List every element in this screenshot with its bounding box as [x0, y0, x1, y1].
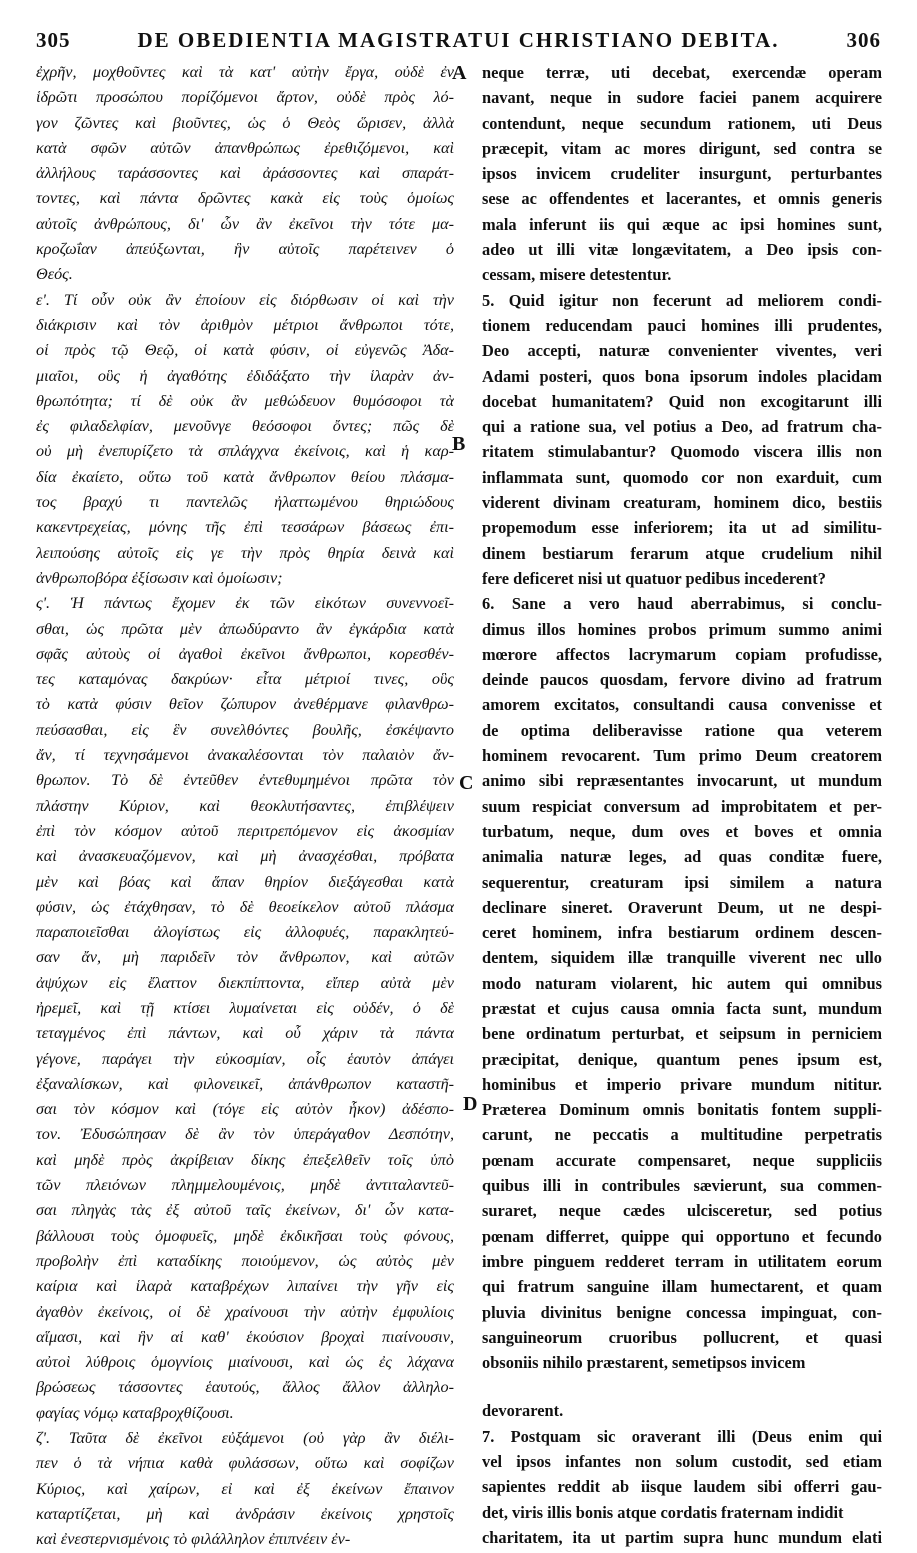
- greek-text-line: τῶν πλειόνων πλημμελουμένοις, μηδὲ ἀντιταλαντεῦ-: [36, 1176, 454, 1195]
- greek-text-line: κατὰ σφῶν αὐτῶν ἀπανθρώπως ἐρεθιζόμενοι, καὶ: [36, 138, 454, 157]
- latin-text-column: [482, 60, 882, 1550]
- margin-marker-d: D: [463, 1093, 478, 1115]
- greek-text-line: ἱδρῶτι προσώπου πορίζόμενοι ἄρτον, οὐδὲ πρὸς λό-: [36, 88, 454, 107]
- greek-text-line: ἀλλήλους ταράσσοντες καὶ ἀράσσοντες καὶ σπαράτ-: [36, 164, 454, 183]
- greek-text-line: τοντες, καὶ πάντα δρῶντες κακὰ εἰς τοὺς ὁμοίως: [36, 189, 454, 208]
- greek-text-line: ἀγαθὸν ἐκείνοις, οἱ δὲ χραίνουσι τὴν αὐτὴν ἐμφυλίοις: [36, 1302, 454, 1321]
- latin-text-line: imbre pinguem redderet terram in utilitatem eorum: [482, 1251, 882, 1271]
- latin-text-line: charitatem, ita ut partim supra hunc mundum elati: [482, 1527, 882, 1547]
- latin-text-line: inflammata sunt, quomodo cor non exarduit, cum: [482, 467, 882, 487]
- greek-text-line: αὐτοῖς ἀνθρώπους, δι' ὧν ἂν ἐκεῖνοι τὴν τότε μα-: [36, 214, 454, 233]
- latin-text-line: deinde paucos quosdam, fervore divino ad fratrum: [482, 670, 882, 690]
- latin-text-line: Adami posteri, quos bona ipsorum indoles placidam: [482, 366, 882, 386]
- greek-text-line: ς'. Ἡ πάντως ἔχομεν ἐκ τῶν εἰκότων συνεννοεῖ-: [36, 594, 454, 613]
- latin-text-line: devorarent.: [482, 1401, 564, 1421]
- latin-text-line: neque terræ, uti decebat, exercendæ operam: [482, 63, 882, 82]
- latin-text-line: ipsos invicem crudeliter insurgunt, perturbantes: [482, 164, 882, 184]
- greek-text-line: οἱ πρὸς τῷ Θεῷ, οἱ κατὰ φύσιν, οἱ εὐγενῶς Ἀδα-: [36, 341, 454, 360]
- greek-text-line: σθαι, ὡς πρῶτα μὲν ἀπωδύραντο ἂν ἐγκάρδια κατὰ: [36, 619, 454, 638]
- greek-text-line: σαν ἄν, μὴ παριδεῖν τὸν ἄνθρωπον, καὶ αὐτῶν: [36, 948, 454, 967]
- greek-text-line: παραποιεῖσθαι ἀλογίστως εἰς ἀλλοφυές, παρακλητεύ-: [36, 923, 454, 942]
- greek-text-line: τεταγμένος ἐπὶ πάντων, καὶ οὗ χάριν τὰ πάντα: [36, 1024, 454, 1043]
- latin-text-line: hominibus et imperio privare mundum nititur.: [482, 1074, 882, 1094]
- greek-text-line: σαι πληγὰς τὰς ἐξ αὐτοῦ ταῖς ἐκείνων, δι' ὧν κατα-: [36, 1201, 454, 1220]
- latin-text-line: præcepit, vitam ac mores dirigunt, sed contra se: [482, 138, 882, 158]
- greek-text-line: ἐπὶ τὸν κόσμον αὐτοῦ περιτρεπόμενον εἰς ἀκοσμίαν: [36, 821, 454, 840]
- greek-text-line: θρωπον. Τὸ δὲ ἐντεῦθεν ἐντεθυμημένοι πρῶτα τὸν: [36, 771, 454, 790]
- greek-text-line: μὲν καὶ βόας καὶ ἅπαν θηρίον διεξάγεσθαι κατὰ: [36, 872, 454, 891]
- latin-text-line: qui fratrum sanguine illam humectarent, et quam: [482, 1277, 882, 1297]
- greek-text-line: φύσιν, ὡς ἐτάχθησαν, τὸ δὲ θεοείκελον αὐτοῦ πλάσμα: [36, 897, 454, 916]
- running-title: DE OBEDIENTIA MAGISTRATUI CHRISTIANO DEBITA.: [137, 28, 780, 52]
- page-header: [36, 28, 881, 62]
- greek-text-line: Θεός.: [36, 265, 73, 284]
- greek-text-line: καταρτίζεται, μὴ καὶ ἀνδράσιν ἐκείνοις χρηστοῖς: [36, 1504, 454, 1523]
- latin-text-line: vel ipsos infantes non solum custodit, sed etiam: [482, 1452, 882, 1472]
- greek-text-line: τος βραχύ τι παντελῶς ἠλαττωμένου θηριώδους: [36, 493, 454, 512]
- latin-text-line: pœnam differret, quippe qui opportuno et fecundo: [482, 1226, 882, 1246]
- greek-text-line: προβολὴν ἐπὶ καταδίκης ποιούμενον, ὡς αὐτὸς μὲν: [36, 1251, 454, 1270]
- latin-text-line: hominem revocarent. Tum primo Deum creatorem: [482, 746, 882, 766]
- latin-text-line: Deo accepti, naturæ convenienter viventes, veri: [482, 341, 882, 361]
- latin-text-line: præstat et cujus causa omnia facta sunt, mundum: [482, 998, 882, 1018]
- latin-text-line: 7. Postquam sic oraverant illi (Deus enim qui: [482, 1426, 882, 1446]
- latin-text-line: sese ac offendentes et lacerantes, et omnis generis: [482, 189, 882, 209]
- greek-text-line: πλάστην Κύριον, καὶ θεοκλυτήσαντες, ἐπιβλέψειν: [36, 796, 454, 815]
- greek-text-line: κροζωΐαν ἀπεύξωνται, ἣν αὐτοῖς παρέτεινεν ὁ: [36, 240, 454, 259]
- greek-text-line: σφᾶς αὐτοὺς οἱ ἀγαθοὶ ἐκεῖνοι ἄνθρωποι, κορεσθέν-: [36, 644, 454, 663]
- greek-text-line: σαι τὸν κόσμον καὶ (τόγε εἰς αὐτὸν ἧκον) ἀδέσπο-: [36, 1100, 454, 1119]
- greek-text-line: αἵμασι, καὶ ἣν αἱ καθ' ἑκούσιον βροχαὶ πιαίνουσιν,: [36, 1327, 454, 1346]
- margin-marker-a: A: [452, 62, 467, 84]
- latin-text-line: obsoniis nihilo præstarent, semetipsos invicem: [482, 1353, 806, 1373]
- latin-text-line: mala inferunt iis qui æque ac ipsi homines sunt,: [482, 214, 882, 234]
- greek-text-line: κακεντρεχείας, μόνης τῆς ἐπὶ τεσσάρων βάσεως ἐπι-: [36, 518, 454, 537]
- greek-text-line: τὸ κατὰ φύσιν θεῖον ζώπυρον ἀνεθέρμανε φιλανθρω-: [36, 695, 454, 714]
- greek-text-line: οὐ μὴ ἐνεπυρίζετο τὰ σπλάγχνα ἐκείνοις, καὶ ἡ καρ-: [36, 442, 454, 461]
- latin-text-line: fere deficeret nisi ut quatuor pedibus incederent?: [482, 568, 826, 588]
- latin-text-line: declinare sineret. Oraverunt Deum, ut ne despi-: [482, 897, 882, 917]
- latin-text-line: 6. Sane a vero haud aberrabimus, si conclu-: [482, 594, 882, 614]
- latin-text-line: ceret hominem, infra bestiarum ordinem descen-: [482, 923, 882, 943]
- latin-text-line: navant, neque in sudore faciei panem acquirere: [482, 88, 882, 108]
- greek-text-line: καὶ μηδὲ πρὸς ἀκρίβειαν δίκης ἐπεξελθεῖν τοῖς ὑπὸ: [36, 1150, 454, 1169]
- latin-text-line: sapientes reddit ab iisque laudem sibi offerri gau-: [482, 1477, 882, 1497]
- greek-text-line: ἐχρῆν, μοχθοῦντες καὶ τὰ κατ' αὐτὴν ἔργα, οὐδὲ ἐν: [36, 63, 454, 81]
- greek-text-line: αὐτοὶ λύθροις ὁμογνίοις μιαίνουσι, καὶ ὡς ἐς λάχανα: [36, 1353, 454, 1372]
- latin-text-line: modo naturam violarent, hic autem qui omnibus: [482, 973, 882, 993]
- latin-text-line: mœrore affectos lacrymarum copiam profudisse,: [482, 644, 882, 664]
- greek-text-line: καὶ ἐνεστερνισμένοις τὸ φιλάλληλον ἐπιπνέειν ἐν-: [36, 1530, 351, 1549]
- greek-text-line: βάλλουσι τοὺς ὁμοφυεῖς, μηδὲ ἐκδικῆσαι τοὺς φόνους,: [36, 1226, 454, 1245]
- latin-text-line: animalia naturæ leges, ad quas conditæ fuere,: [482, 847, 882, 867]
- latin-text-line: quibus illi in contribules sævierunt, sua commen-: [482, 1176, 882, 1196]
- greek-text-line: γέγονε, παράγει τὴν εὐκοσμίαν, οἷς ἑαυτὸν ἀπάγει: [36, 1049, 454, 1068]
- latin-text-line: qui a ratione sua, vel potius a Deo, ad fratrum cha-: [482, 417, 882, 437]
- greek-text-line: ἠρεμεῖ, καὶ τῇ κτίσει λυμαίνεται εἰς οὐδέν, ὁ δὲ: [36, 998, 454, 1017]
- greek-text-line: λειπούσης αὐτοῖς εἰς γε τὴν πρὸς θηρία δεινὰ καὶ: [36, 543, 454, 562]
- greek-text-line: ε'. Τί οὖν οὐκ ἂν ἐποίουν εἰς διόρθωσιν οἱ καὶ τὴν: [36, 290, 454, 309]
- greek-text-line: πεύσασθαι, εἰς ἓν συνελθόντες βουλῆς, ἐσκέψαντο: [36, 720, 454, 739]
- latin-text-line: contendunt, neque secundum rationem, uti Deus: [482, 113, 882, 133]
- greek-text-line: καὶ ἀνασκευαζόμενον, καὶ μὴ ἀνασχέσθαι, πρόβατα: [36, 847, 454, 866]
- greek-text-line: φαγίας νόμῳ καταβροχθίζουσι.: [36, 1403, 234, 1422]
- latin-text-line: suum respiciat conversum ad improbitatem et per-: [482, 796, 882, 816]
- latin-text-line: 5. Quid igitur non fecerunt ad meliorem condi-: [482, 290, 882, 310]
- greek-text-line: καίρια καὶ ἱλαρὰ καταβρέχων λιπαίνει τὴν γῆν εἰς: [36, 1277, 454, 1296]
- latin-text-line: det, viris illis bonis atque cordatis fraternam indidit: [482, 1502, 844, 1522]
- greek-text-line: ἀψύχων εἰς ἔλαττον διεκπίπτοντα, εἴπερ αὐτὰ μὲν: [36, 973, 454, 992]
- left-page-number: 305: [36, 28, 71, 52]
- margin-marker-b: B: [452, 433, 466, 455]
- latin-text-line: animo sibi repræsentantes invocarunt, ut mundum: [482, 771, 882, 791]
- greek-text-line: βρώσεως τάσσοντες ἑαυτούς, ἄλλος ἄλλον ἀλληλο-: [36, 1378, 454, 1397]
- greek-text-line: ζ'. Ταῦτα δὲ ἐκεῖνοι εὐξάμενοι (οὐ γὰρ ἂν διέλι-: [36, 1429, 454, 1448]
- latin-text-line: carunt, ne peccatis a multitudine perpetratis: [482, 1125, 882, 1145]
- greek-text-line: πεν ὁ τὰ νήπια καθὰ φυλάσσων, οὕτω καὶ σοφίζων: [36, 1454, 454, 1473]
- latin-text-line: dinem bestiarum ferarum atque crudelium nihil: [482, 543, 882, 563]
- latin-text-line: docebat humanitatem? Quid non excogitarunt illi: [482, 391, 882, 411]
- latin-text-line: Præterea Dominum omnis bonitatis fontem suppli-: [482, 1100, 882, 1120]
- greek-text-line: ἐς φιλαδελφίαν, μενοῦνγε θεόσοφοι ὄντες; πῶς δὲ: [36, 417, 454, 436]
- latin-text-line: bene ordinatum perturbat, et seipsum in perniciem: [482, 1024, 882, 1044]
- latin-text-line: propemodum esse inferiorem; ita ut ad similitu-: [482, 518, 882, 538]
- latin-text-line: turbatum, neque, dum oves et boves et omnia: [482, 821, 882, 841]
- greek-text-line: ἀνθρωποβόρα ἐξίσωσιν καὶ ὁμοίωσιν;: [36, 568, 283, 587]
- latin-text-line: dentem, siquidem illæ tranquille viverent nec ullo: [482, 948, 882, 968]
- latin-text-line: viderent divinam creaturam, hominem dico, bestiis: [482, 493, 882, 513]
- greek-text-line: γον ζῶντες καὶ βιοῦντες, ὡς ὁ Θεὸς ὥρισεν, ἀλλὰ: [36, 113, 454, 132]
- greek-text-line: διάκρισιν καὶ τὸν ἀριθμὸν μέτριοι ἄνθρωποι τότε,: [36, 315, 454, 334]
- greek-text-line: Κύριος, καὶ χαίρων, εἰ καὶ ἐξ ἐκείνων ἔπαινον: [36, 1479, 454, 1498]
- latin-text-line: amorem excitatos, consultandi causa convenisse et: [482, 695, 882, 715]
- latin-text-line: pluvia divinitus benigne concessa impinguat, con-: [482, 1302, 882, 1322]
- latin-text-line: pœnam accurate compensaret, neque suppliciis: [482, 1150, 882, 1170]
- latin-text-line: sequerentur, creaturam ipsi similem a natura: [482, 872, 882, 892]
- greek-text-line: τον. Ἐδυσώπησαν δὲ ἂν τὸν ὑπεράγαθον Δεσπότην,: [36, 1125, 454, 1144]
- latin-text-line: ritatem stimulabantur? Quomodo viscera illis non: [482, 442, 882, 462]
- right-page-number: 306: [846, 28, 881, 52]
- greek-text-line: ἄν, τί τεχνησάμενοι ἀνακαλέσονται τὸν παλαιὸν ἄν-: [36, 746, 454, 765]
- greek-text-line: ἐξαναλίσκων, καὶ φιλονεικεῖ, ἀπάνθρωπον καταστῆ-: [36, 1074, 454, 1093]
- greek-text-line: μιαῖοι, οὓς ἡ ἀγαθότης ἐδιδάξατο τὴν ἱλαρὰν ἀν-: [36, 366, 454, 385]
- margin-marker-c: C: [459, 772, 474, 794]
- latin-text-line: sanguineorum cruoribus pollucrent, et quasi: [482, 1327, 882, 1347]
- latin-text-line: tionem reducendam pauci homines illi prudentes,: [482, 315, 882, 335]
- greek-text-line: τες καταμόνας δακρύων· εἶτα μέτριοί τινες, οὓς: [36, 670, 454, 689]
- greek-text-line: δία ἐκαίετο, οὕτω τοῦ κατὰ ἄνθρωπον θείου πλάσμα-: [36, 467, 454, 486]
- latin-text-line: adeo ut illi vitæ longævitatem, a Deo ipsis con-: [482, 240, 882, 260]
- greek-text-line: θρωπότητα; τί δὲ οὐκ ἂν μεθώδευον θυμόσοφοι τὰ: [36, 391, 454, 410]
- latin-text-line: dimus illos homines probos primum summo animi: [482, 619, 882, 639]
- greek-text-column: [36, 60, 454, 1553]
- latin-text-line: suraret, neque cædes ulcisceretur, sed potius: [482, 1201, 882, 1221]
- latin-text-line: cessam, misere detestentur.: [482, 265, 672, 285]
- latin-text-line: de optima deliberavisse ratione qua veterem: [482, 720, 882, 740]
- latin-text-line: præcipitat, denique, quantum penes ipsum est,: [482, 1049, 882, 1069]
